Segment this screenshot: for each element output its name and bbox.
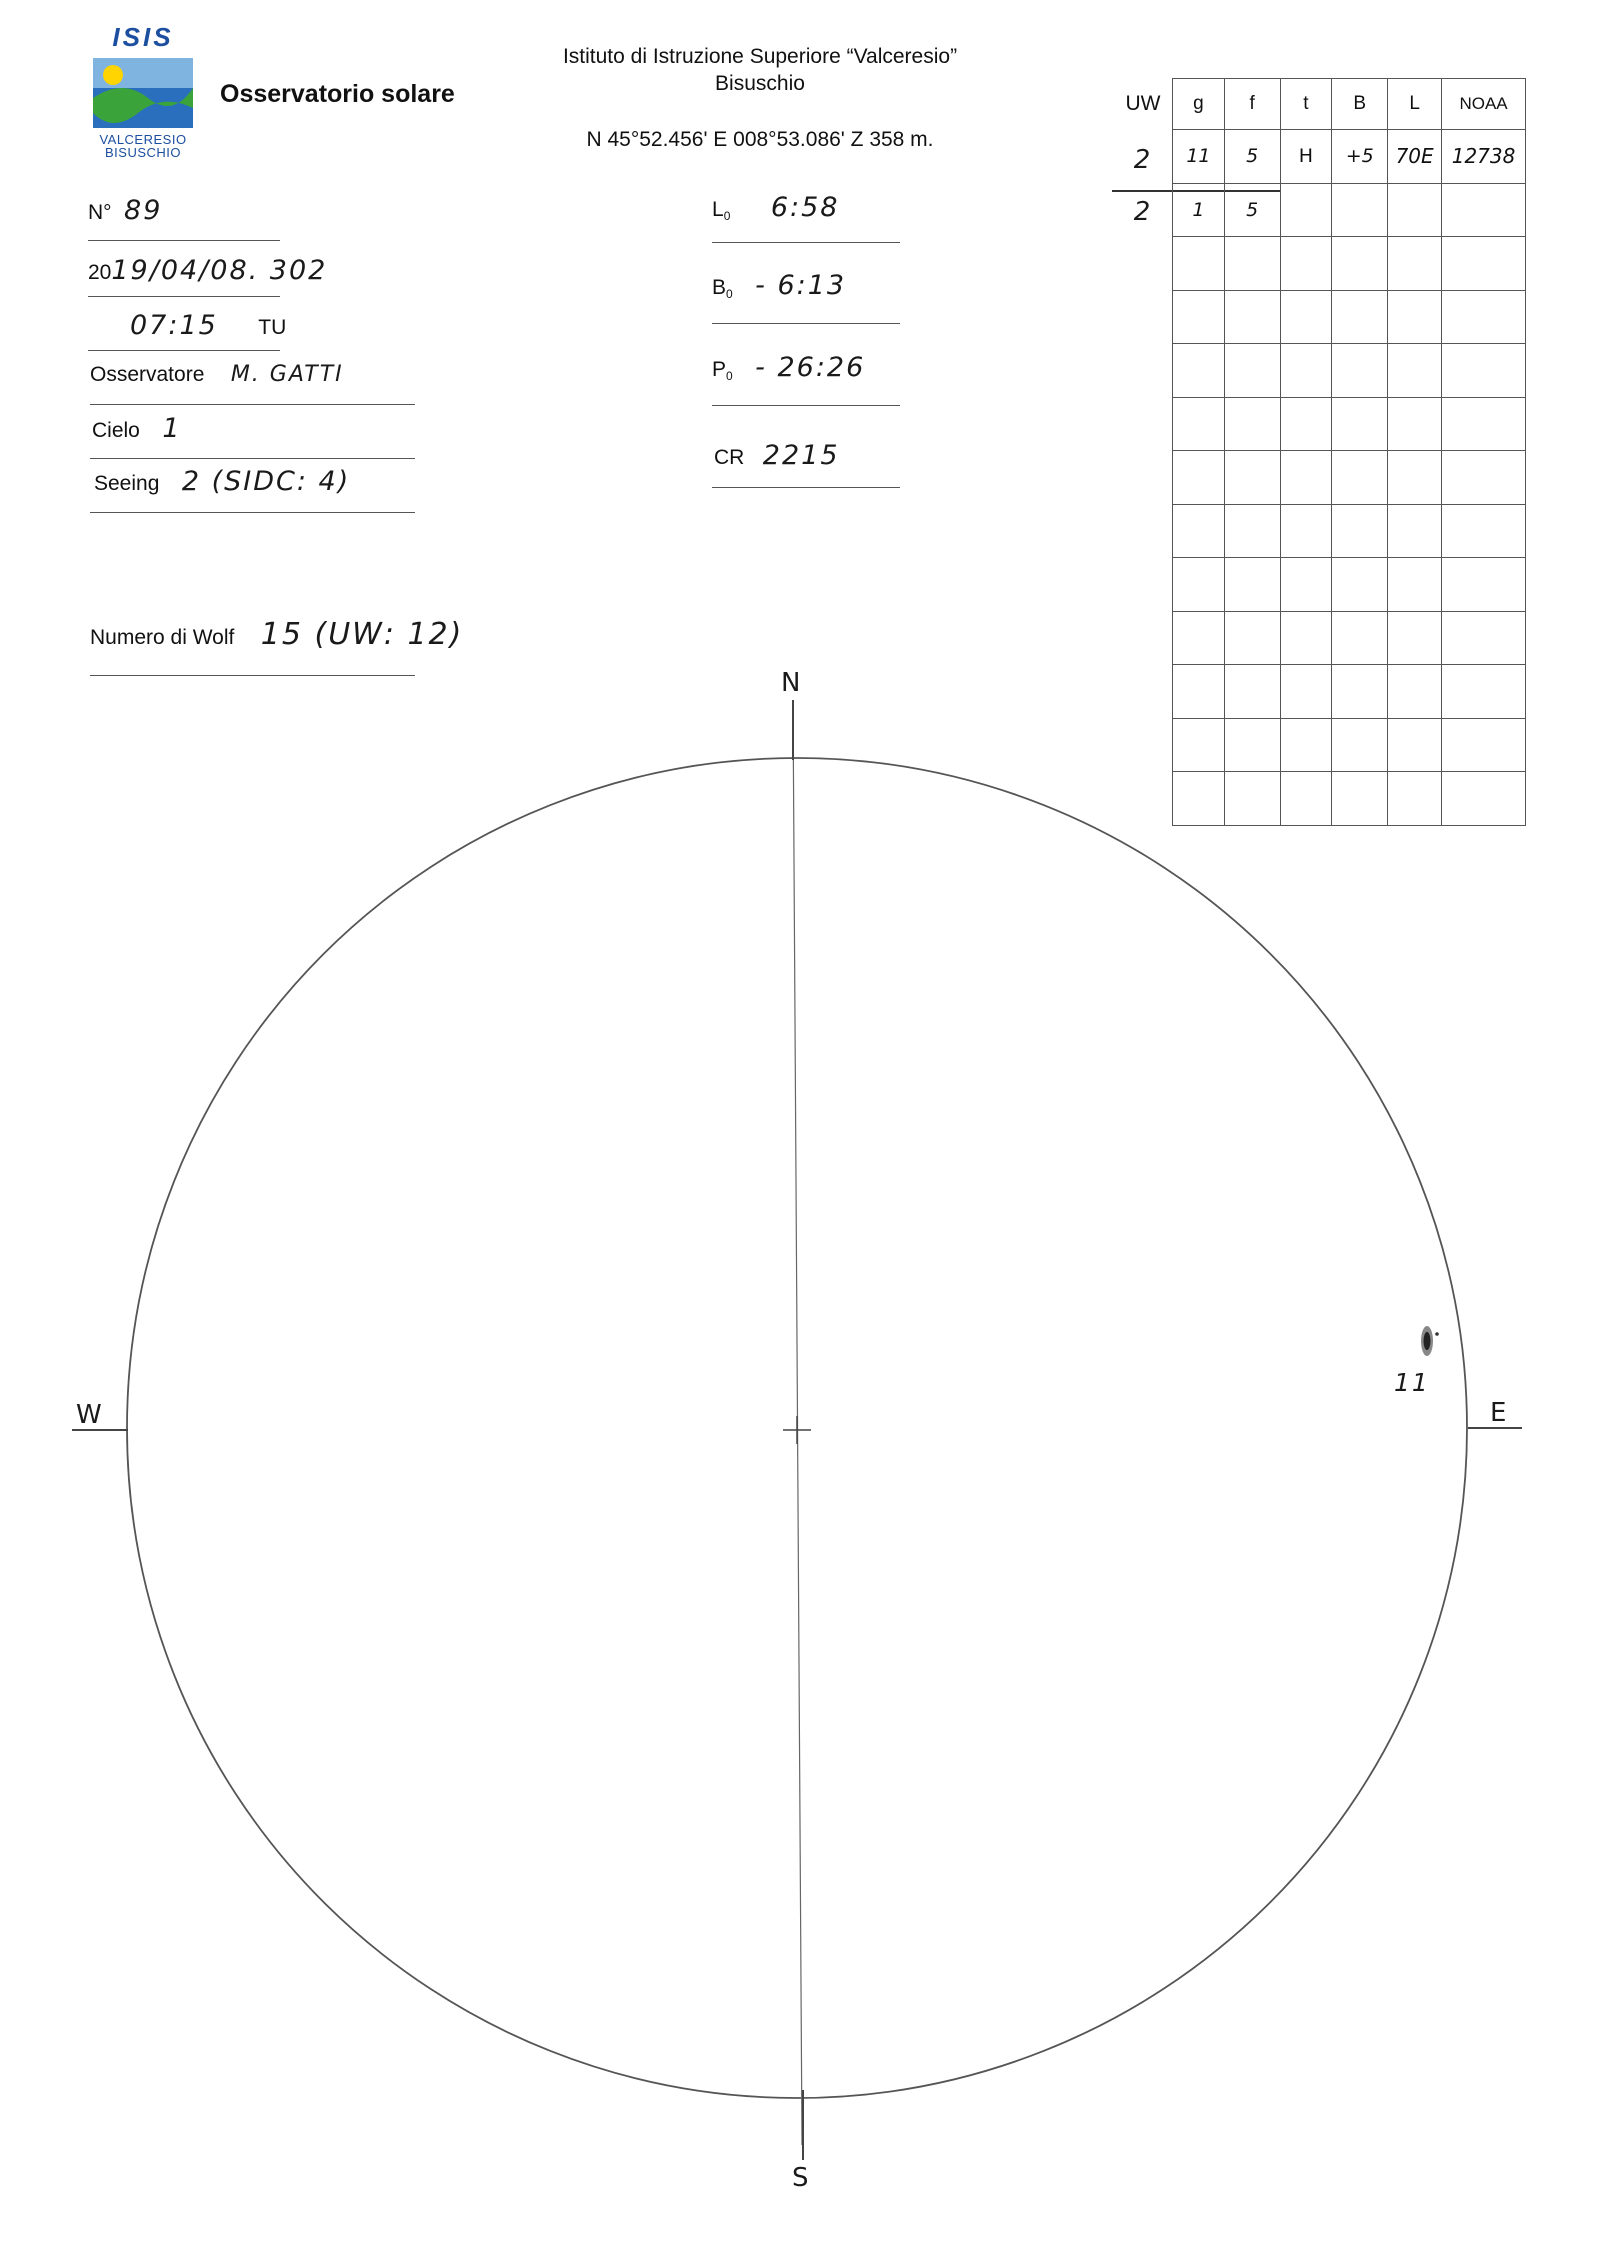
sunspot-umbra: [1424, 1332, 1431, 1350]
sky-value: 1: [162, 413, 182, 444]
time-suffix: TU: [258, 316, 287, 339]
wolf-label: Numero di Wolf: [90, 626, 235, 649]
cell-b: +5: [1332, 130, 1388, 184]
logo-subtitle-2: BISUSCHIO: [104, 145, 181, 160]
institute-coordinates: N 45°52.456' E 008°53.086' Z 358 m.: [586, 128, 934, 151]
wolf-value: 15 (UW: 12): [260, 617, 464, 652]
cell-f: 5: [1224, 130, 1280, 184]
cell-g: 1: [1173, 183, 1225, 237]
p0-value: - 26:26: [755, 352, 866, 383]
header-f: f: [1224, 79, 1280, 130]
logo-subtitle-1: VALCERESIO: [99, 132, 187, 147]
cell-noaa: 12738: [1442, 130, 1526, 184]
date-prefix: 20: [88, 261, 112, 284]
sunspot-small: [1435, 1332, 1439, 1336]
uw-row-2: 2: [1133, 197, 1153, 227]
cr-value: 2215: [762, 440, 840, 471]
cell-f: 5: [1224, 183, 1280, 237]
b0-subscript: 0: [726, 287, 733, 302]
compass-south: S: [792, 2163, 811, 2193]
p0-subscript: 0: [726, 369, 733, 384]
date-value: 19/04/08. 302: [111, 255, 328, 286]
header-noaa: NOAA: [1442, 79, 1526, 130]
logo-top-text: ISIS: [112, 22, 174, 52]
header-g: g: [1173, 79, 1225, 130]
header-t: t: [1280, 79, 1332, 130]
b0-label: B: [712, 276, 727, 299]
seeing-value: 2 (SIDC: 4): [181, 466, 351, 497]
seeing-label: Seeing: [94, 472, 160, 495]
compass-east: E: [1490, 1398, 1509, 1428]
cell-t: H: [1280, 130, 1332, 184]
sky-label: Cielo: [92, 419, 140, 442]
observer-value: M. GATTI: [230, 362, 344, 387]
cr-label: CR: [714, 446, 745, 469]
number-value: 89: [124, 195, 163, 226]
l0-subscript: 0: [723, 209, 731, 224]
cell-g: 11: [1173, 130, 1225, 184]
institute-location: Bisuschio: [715, 72, 805, 95]
sunspot-group-label: 11: [1394, 1368, 1430, 1397]
cell-l: 70E: [1388, 130, 1442, 184]
institute-name: Istituto di Istruzione Superiore “Valceresio”: [562, 45, 958, 68]
b0-value: - 6:13: [755, 270, 847, 301]
l0-label: L: [712, 198, 724, 221]
header-l: L: [1388, 79, 1442, 130]
observer-label: Osservatore: [90, 363, 205, 386]
compass-west: W: [76, 1400, 104, 1430]
compass-north: N: [781, 668, 803, 698]
time-value: 07:15: [130, 310, 218, 341]
p0-label: P: [712, 358, 727, 381]
l0-value: 6:58: [770, 192, 840, 223]
header-b: B: [1332, 79, 1388, 130]
uw-row-1: 2: [1133, 145, 1153, 175]
uw-header: UW: [1125, 92, 1161, 115]
page-title: Osservatorio solare: [220, 80, 455, 108]
number-label: N°: [88, 201, 112, 224]
